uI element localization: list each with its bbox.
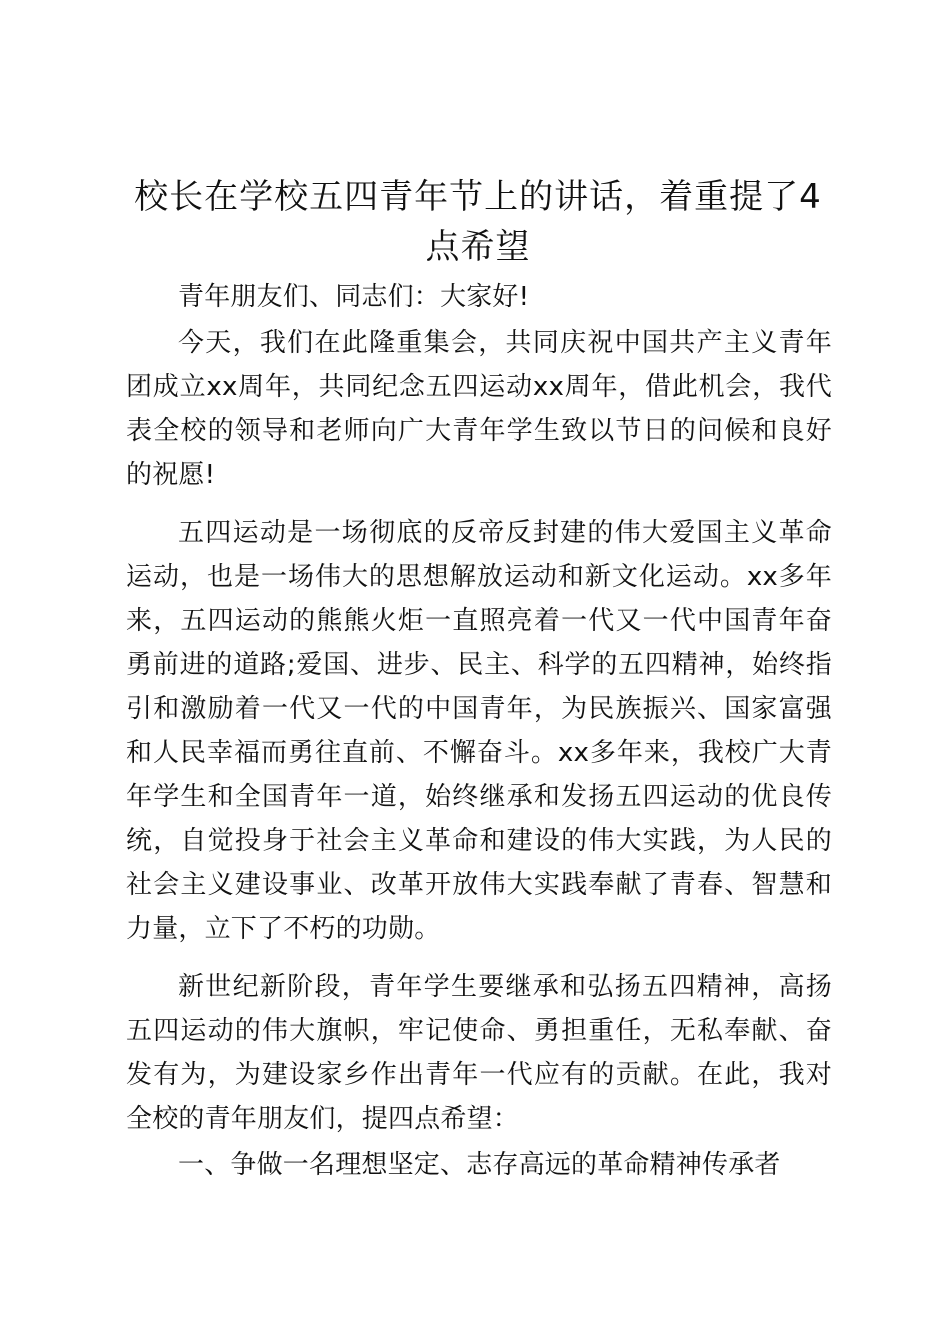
document-body bbox=[126, 275, 832, 1187]
greeting-paragraph: 青年朋友们、同志们：大家好! bbox=[178, 282, 530, 312]
opening-paragraph: 今天，我们在此隆重集会，共同庆祝中国共产主义青年团成立xx周年，共同纪念五四运动xx周年，借此机会，我代表全校的领导和老师向广大青年学生致以节日的问候和良好的祝愿! bbox=[126, 328, 832, 490]
document-title: 校长在学校五四青年节上的讲话，着重提了4点希望 bbox=[134, 177, 822, 267]
history-paragraph: 五四运动是一场彻底的反帝反封建的伟大爱国主义革命运动，也是一场伟大的思想解放运动和新文化运动。xx多年来，五四运动的熊熊火炬一直照亮着一代又一代中国青年奋勇前进的道路;爱国、进步、民主、科学的五四精神，始终指引和激励着一代又一代的中国青年，为民族振兴、国家富强和人民幸福而勇往直前、不懈奋斗。xx多年来，我校广大青年学生和全国青年一道，始终继承和发扬五四运动的优良传统，自觉投身于社会主义革命和建设的伟大实践，为人民的社会主义建设事业、改革开放伟大实践奉献了青春、智慧和力量，立下了不朽的功勋。 bbox=[126, 518, 832, 944]
hopes-intro-paragraph: 新世纪新阶段，青年学生要继承和弘扬五四精神，高扬五四运动的伟大旗帜，牢记使命、勇担重任，无私奉献、奋发有为，为建设家乡作出青年一代应有的贡献。在此，我对全校的青年朋友们，提四点希望： bbox=[126, 972, 832, 1134]
first-hope-heading: 一、争做一名理想坚定、志存高远的革命精神传承者 bbox=[178, 1150, 781, 1180]
